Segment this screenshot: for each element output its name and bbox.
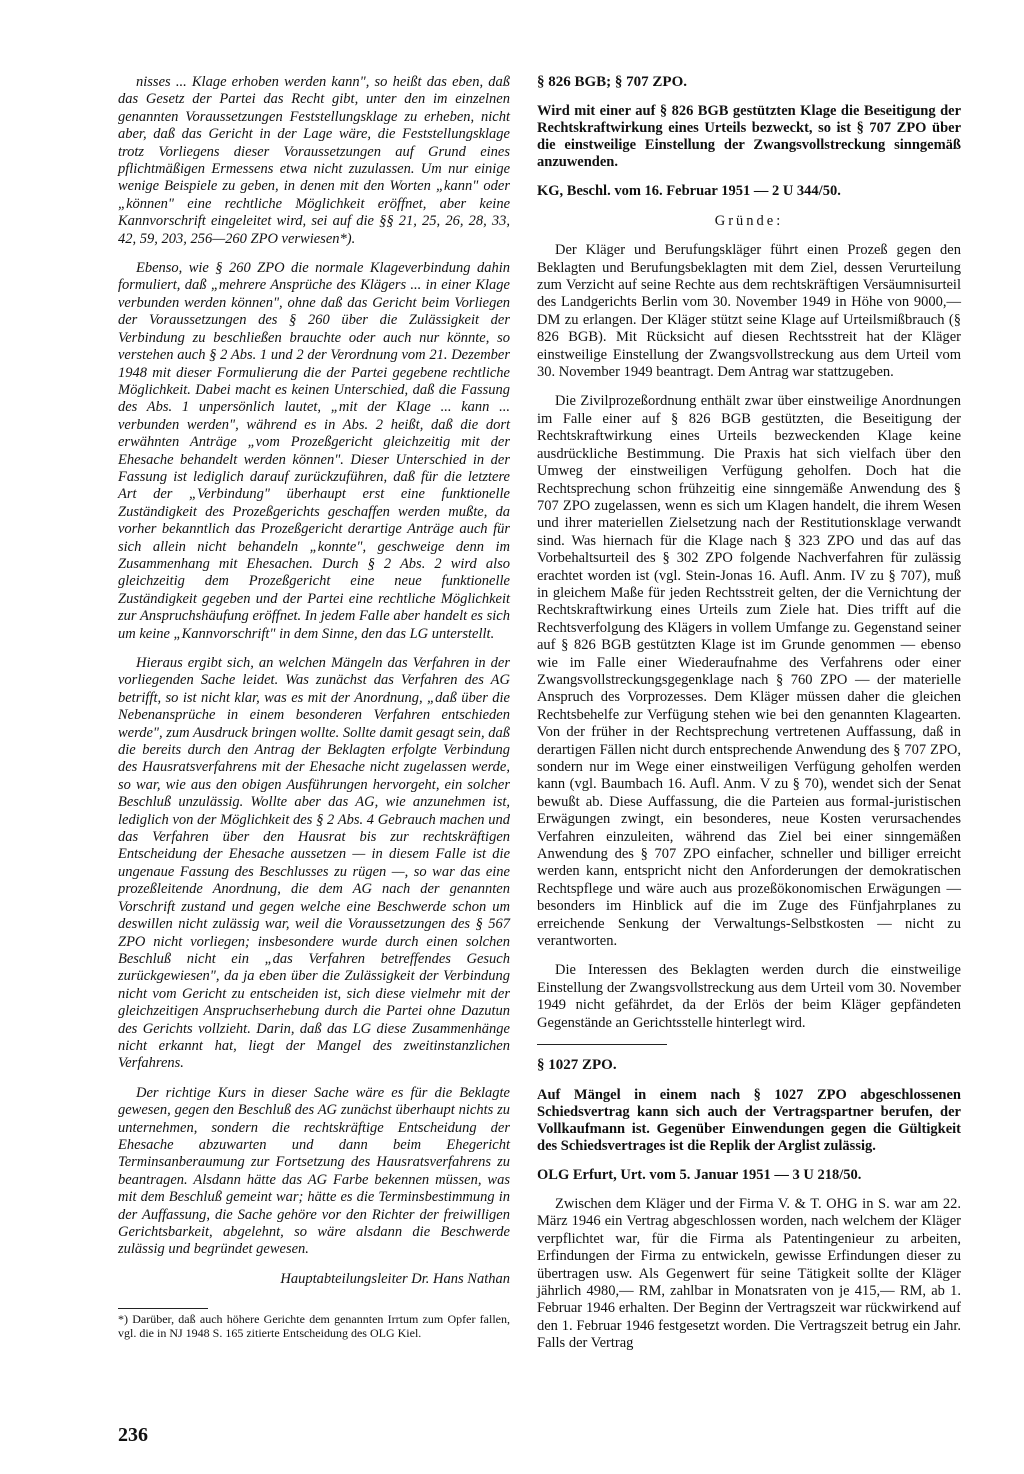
right-paragraph-4: Zwischen dem Kläger und der Firma V. & T. OHG in S. war am 22. März 1946 ein Vertrag abgeschlossen worden, nach welchem der Kläger verpflichtet war, für die Firma als Patentingenieur zu arbeiten, Erfindungen der Firma zu entwickeln, gewisse Erfindungen dieser zu übertragen usw. Als Gegenwert für seine Tätigkeit sollte der Kläger jährlich 4980,— RM, zahlbar in Monatsraten von je 415,— RM, ab 1. Februar 1946 erhalten. Der Beginn der Vertragszeit war rückwirkend auf den 1. Februar 1946 festgesetzt worden. Die Vertragszeit betrug ein Jahr. Falls der Vertrag: [537, 1195, 961, 1352]
author-signature: Hauptabteilungsleiter Dr. Hans Nathan: [280, 1270, 510, 1287]
right-paragraph-2: Die Zivilprozeßordnung enthält zwar über einstweilige Anordnungen im Falle einer auf § 826 BGB gestützten, die Beseitigung der Rechtskraftwirkung eines Urteils bezweckenden Klage keine ausdrückliche Bestimmung. Die Praxis hat sich vielfach über den Umweg der einstweiligen Verfügung geholfen. Doch hat die Rechtsprechung schon frühzeitig eine sinngemäße Anwendung des § 707 ZPO zugelassen, wenn es sich um Klagen handelt, die ihrem Wesen und ihrer materiellen Zielsetzung nach der Restitutionsklage verwandt sind. Was hiernach für die Klage nach § 323 ZPO und das auf das Vorbehaltsurteil des § 302 ZPO folgende Nachverfahren für zulässig erachtet worden ist (vgl. Stein-Jonas 16. Aufl. Anm. IV zu § 707), muß in gleichem Maße für jeden Rechtsstreit gelten, der die Vernichtung der Rechtskraftwirkung eines Urteils zum Ziele hat. Dies trifft auf die Rechtsverfolgung des Klägers in vollem Umfange zu. Gegenstand seiner auf § 826 BGB gestützten Klage ist im Grunde genommen — ebenso wie im Falle einer Wiederaufnahme des Verfahrens oder einer Zwangsvollstreckungsgegenklage nach § 760 ZPO — der materielle Anspruch des Vorprozesses. Dem Kläger müssen daher die gleichen Rechtsbehelfe zur Verfügung stehen wie bei den genannten Klagearten. Von der früher in der Rechtsprechung vertretenen Auffassung, daß in derartigen Fällen nicht durch entsprechende Anwendung des § 707 ZPO, sondern nur im Wege einer einstweiligen Verfügung geholfen werden kann (vgl. Baumbach 16. Aufl. Anm. V zu § 70), wendet sich der Senat bewußt ab. Diese Auffassung, die die Parteien aus formal-juristischen Erwägungen zwingt, ein besonderes, neue Kosten verursachendes Verfahren einzuleiten, während das Ziel bei einer sinngemäßen Anwendung des § 707 ZPO einfacher, schneller und billiger erreicht werden kann, entspricht nicht den Anforderungen der demokratischen Rechtspflege und wäre auch aus prozeßökonomischen Erwägungen — besonders im Hinblick auf die im Zuge des Fünfjahrplanes zu erreichende Senkung der Verwaltungs-Selbstkosten — nicht zu verantworten.: [537, 393, 961, 950]
section-heading-1027: § 1027 ZPO.: [537, 1057, 617, 1074]
left-column: [118, 74, 510, 1340]
left-paragraph-1: nisses ... Klage erhoben werden kann", so heißt das eben, daß das Gesetz der Partei das Recht gibt, unter den im einzelnen genannten Voraussetzungen Feststellungsklage zu erheben, nicht aber, daß das Gericht in der Lage wäre, die Feststellungsklage trotz Vorliegens dieser Voraussetzungen auf Grund eines pflichtmäßigen Ermessens etwa nicht zuzulassen. Um nur einige wenige Beispiele zu geben, in denen mit den Worten „kann" oder „können" eine rechtliche Möglichkeit eröffnet, aber keine Kannvorschrift eingeleitet wird, sei auf die §§ 21, 25, 26, 28, 33, 42, 59, 203, 256—260 ZPO verwiesen*).: [118, 74, 510, 247]
court-citation-kg: KG, Beschl. vom 16. Februar 1951 — 2 U 344/50.: [537, 183, 841, 200]
section-heading-826: § 826 BGB; § 707 ZPO.: [537, 74, 688, 90]
left-paragraph-2: Ebenso, wie § 260 ZPO die normale Klageverbindung dahin formuliert, daß „mehrere Ansprüche des Klägers ... in einer Klage verbunden werden können", ohne daß das Gericht beim Vorliegen der Voraussetzungen des § 260 über die Zulässigkeit der Verbindung zu beschließen brauchte oder auch nur könnte, so verstehen auch § 2 Abs. 1 und 2 der Verordnung vom 21. Dezember 1948 mit dieser Formulierung die der Partei gegebene rechtliche Möglichkeit. Dabei macht es keinen Unterschied, daß die Fassung des Abs. 1 unpersönlich lautet, „mit der Klage ... kann ... verbunden werden", während es in Abs. 2 heißt, daß die dort erwähnten Anträge „vom Prozeßgericht gleichzeitig mit der Ehesache behandelt werden können". Dieser Unterschied in der Fassung ist lediglich darauf zurückzuführen, daß für die letztere Art der „Verbindung" überhaupt erst eine funktionelle Zuständigkeit des Prozeßgerichts geschaffen werden mußte, da vorher bekanntlich das Prozeßgericht derartige Anträge auch für sich allein nicht behandeln „konnte", geschweige denn im Zusammenhang mit Ehesachen. Durch § 2 Abs. 2 wird also gleichzeitig dem Prozeßgericht eine neue funktionelle Zuständigkeit gegeben und der Partei eine rechtliche Möglichkeit zur Anspruchshäufung eröffnet. In jedem Falle aber handelt es sich um keine „Kannvorschrift" in dem Sinne, den das LG unterstellt.: [118, 260, 510, 642]
right-paragraph-3: Die Interessen des Beklagten werden durch die einstweilige Einstellung der Zwangsvollstreckung aus dem Urteil vom 30. November 1949 nicht gefährdet, da der Erlös der beim Kläger gepfändeten Gegenstände an Gerichtsstelle hinterlegt wird.: [537, 962, 961, 1031]
right-column: [537, 74, 961, 1353]
gruende-heading: Gründe:: [714, 212, 784, 229]
footnote: *) Darüber, daß auch höhere Gerichte dem genannten Irrtum zum Opfer fallen, vgl. die in NJ 1948 S. 165 zitierte Entscheidung des OLG Kiel.: [118, 1312, 510, 1340]
footnote-divider: [118, 1308, 208, 1309]
leitsatz-826: Wird mit einer auf § 826 BGB gestützten Klage die Beseitigung der Rechtskraftwirkung eines Urteils bezweckt, so ist § 707 ZPO über die einstweilige Einstellung der Zwangsvollstreckung sinngemäß anzuwenden.: [537, 103, 961, 171]
left-paragraph-4: Der richtige Kurs in dieser Sache wäre es für die Beklagte gewesen, gegen den Beschluß des AG zunächst überhaupt nichts zu unternehmen, sondern die rechtskräftige Entscheidung der Ehesache abzuwarten und dann beim Ehegericht Terminsanberaumung zur Fortsetzung des Hausratsverfahrens zu beantragen. Alsdann hätte das AG Farbe bekennen müssen, was mit dem Beschluß gemeint war; hätte es die Terminsbestimmung in der Auffassung, die Sache gehöre vor den Richter der freiwilligen Gerichtsbarkeit, abgelehnt, so wäre alsdann die Beschwerde zulässig und begründet gewesen.: [118, 1084, 510, 1258]
leitsatz-1027: Auf Mängel in einem nach § 1027 ZPO abgeschlossenen Schiedsvertrag kann sich auch der Vertragspartner berufen, der Vollkaufmann ist. Gegenüber Einwendungen gegen die Gültigkeit des Schiedsvertrages ist die Replik der Arglist zulässig.: [537, 1086, 961, 1154]
right-paragraph-1: Der Kläger und Berufungskläger führt einen Prozeß gegen den Beklagten und Berufungsbeklagten mit dem Ziel, dessen Verurteilung zum Verzicht auf seine Rechte aus dem rechtskräftigen Versäumnisurteil des Landgerichts Berlin vom 30. November 1949 in Höhe von 9000,— DM zu erlangen. Der Kläger stützt seine Klage auf Urteilsmißbrauch (§ 826 BGB). Mit Rücksicht auf diesen Rechtsstreit hat der Kläger einstweilige Einstellung der Zwangsvollstreckung aus dem Urteil vom 30. November 1949 beantragt. Dem Antrag war stattzugeben.: [537, 242, 961, 381]
section-divider: [537, 1044, 667, 1045]
court-citation-olg: OLG Erfurt, Urt. vom 5. Januar 1951 — 3 U 218/50.: [537, 1166, 862, 1183]
page-number: 236: [118, 1424, 148, 1446]
left-paragraph-3: Hieraus ergibt sich, an welchen Mängeln das Verfahren in der vorliegenden Sache leidet. Was zunächst das Verfahren des AG betrifft, so ist nicht klar, was es mit der Anordnung, „daß über die Nebenansprüche in einem besonderen Verfahren entschieden werde", zum Ausdruck bringen wollte. Sollte damit gesagt sein, daß die bereits durch den Antrag der Beklagten erfolgte Verbindung des Hausratsverfahrens mit der Ehesache nicht zugelassen werde, so war, wie aus den obigen Ausführungen hervorgeht, ein solcher Beschluß unzulässig. Wollte aber das AG, wie anzunehmen ist, lediglich von der Möglichkeit des § 2 Abs. 4 Gebrauch machen und das Verfahren über den Hausrat bis zur rechtskräftigen Entscheidung der Ehesache aussetzen — in diesem Falle ist die ungenaue Fassung des Beschlusses zu rügen —, so war das eine prozeßleitende Anordnung, die dem AG nach der genannten Vorschrift zustand und gegen welche eine Beschwerde schon um deswillen nicht zulässig war, weil die Voraussetzungen des § 567 ZPO nicht vorliegen; insbesondere wurde durch einen solchen Beschluß nicht ein „das Verfahren betreffendes Gesuch zurückgewiesen", da ja eben über die Zulässigkeit der Verbindung nicht vom Gericht zu entscheiden ist, sich diese vielmehr mit der gleichzeitigen Anspruchserhebung durch die Partei ohne Dazutun des Gerichts vollzieht. Darin, daß das LG diese Zusammenhänge nicht erkannt hat, liegt der Mangel des zweitinstanzlichen Verfahrens.: [118, 655, 510, 1072]
